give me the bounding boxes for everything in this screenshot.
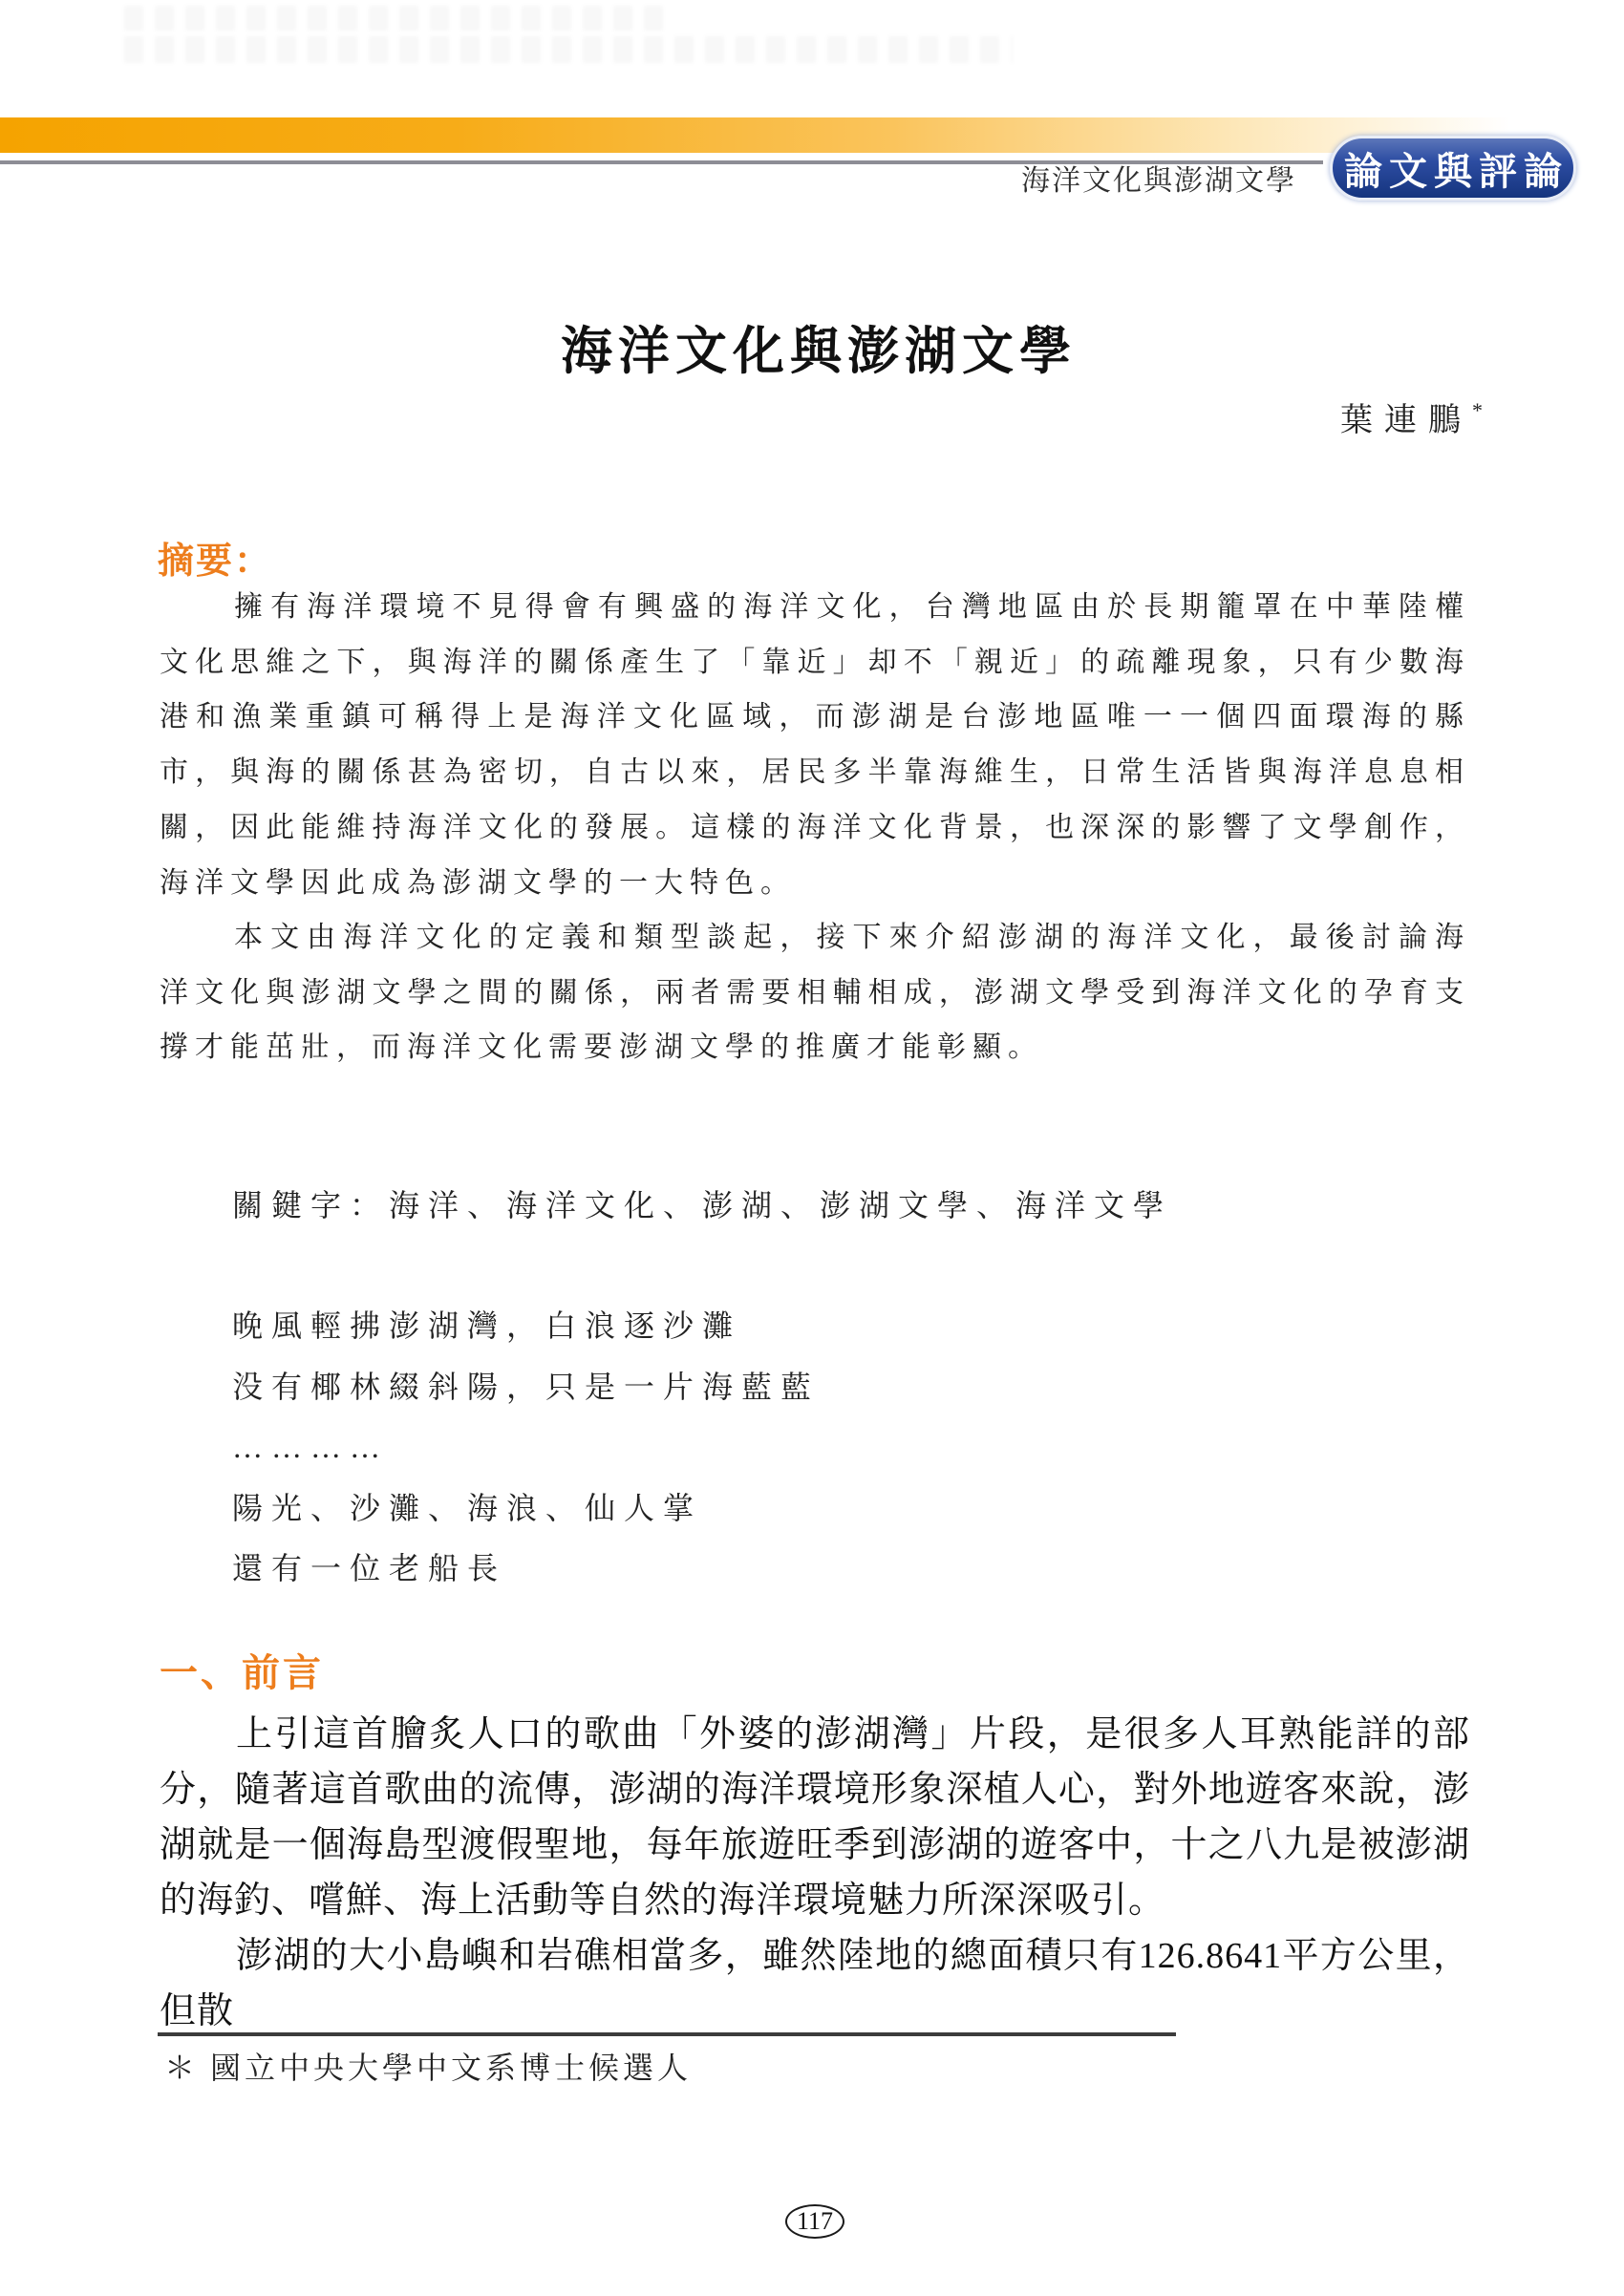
author-name: 葉連鵬* <box>1340 398 1483 438</box>
author-footnote-mark: * <box>1472 398 1483 422</box>
keywords-line: 關鍵字：海洋、海洋文化、澎湖、澎湖文學、海洋文學 <box>232 1188 1173 1222</box>
poem-line: 晚風輕拂澎湖灣，白浪逐沙灘 <box>232 1308 742 1343</box>
ghost-bleedthrough-text <box>124 36 1013 63</box>
section-heading-introduction: 一、前言 <box>160 1652 324 1694</box>
ghost-bleedthrough-text <box>124 6 669 31</box>
footnote-rule <box>158 2032 1176 2036</box>
body-paragraph-1: 上引這首膾炙人口的歌曲「外婆的澎湖灣」片段，是很多人耳熟能詳的部分，隨著這首歌曲的流傳，澎湖的海洋環境形象深植人心，對外地遊客來說，澎湖就是一個海島型渡假聖地，每年旅遊旺季到澎湖的遊客中，十之八九是被澎湖的海釣、嚐鮮、海上活動等自然的海洋環境魅力所深深吸引。 <box>160 1714 1470 1921</box>
footnote-text: 國立中央大學中文系博士候選人 <box>210 2051 693 2085</box>
abstract-paragraph-1: 擁有海洋環境不見得會有興盛的海洋文化，台灣地區由於長期籠罩在中華陸權文化思維之下，與海洋的關係產生了「靠近」却不「親近」的疏離現象，只有少數海港和漁業重鎮可稱得上是海洋文化區域，而澎湖是台澎地區唯一一個四面環海的縣市，與海的關係甚為密切，自古以來，居民多半靠海維生，日常生活皆與海洋息息相關，因此能維持海洋文化的發展。這樣的海洋文化背景，也深深的影響了文學創作，海洋文學因此成為澎湖文學的一大特色。 <box>160 591 1470 899</box>
article-title: 海洋文化與澎湖文學 <box>561 323 1077 380</box>
poem-line: 陽光、沙灘、海浪、仙人掌 <box>232 1490 703 1525</box>
abstract-label: 摘要： <box>158 542 273 582</box>
poem-line: ………… <box>232 1430 389 1464</box>
page-number: 117 <box>796 2207 834 2235</box>
section-badge-label: 論文與評論 <box>1344 150 1569 193</box>
poem-line: 没有椰林綴斜陽，只是一片海藍藍 <box>232 1369 821 1404</box>
abstract-paragraph-2: 本文由海洋文化的定義和類型談起，接下來介紹澎湖的海洋文化，最後討論海洋文化與澎湖文學之間的關係，兩者需要相輔相成，澎湖文學受到海洋文化的孕育支撐才能茁壯，而海洋文化需要澎湖文學的推廣才能彰顯。 <box>160 922 1470 1064</box>
body-paragraph-2: 澎湖的大小島嶼和岩礁相當多，雖然陸地的總面積只有126.8641平方公里，但散 <box>160 1936 1470 2031</box>
footnote-marker: ＊ <box>164 2051 200 2085</box>
running-head: 海洋文化與澎湖文學 <box>1021 165 1296 197</box>
footnote <box>164 2048 692 2088</box>
body-text <box>160 1707 1470 2039</box>
section-badge <box>1330 136 1576 201</box>
poem-excerpt <box>232 1296 820 1600</box>
poem-line: 還有一位老船長 <box>232 1551 507 1585</box>
page-number-badge <box>785 2204 844 2239</box>
